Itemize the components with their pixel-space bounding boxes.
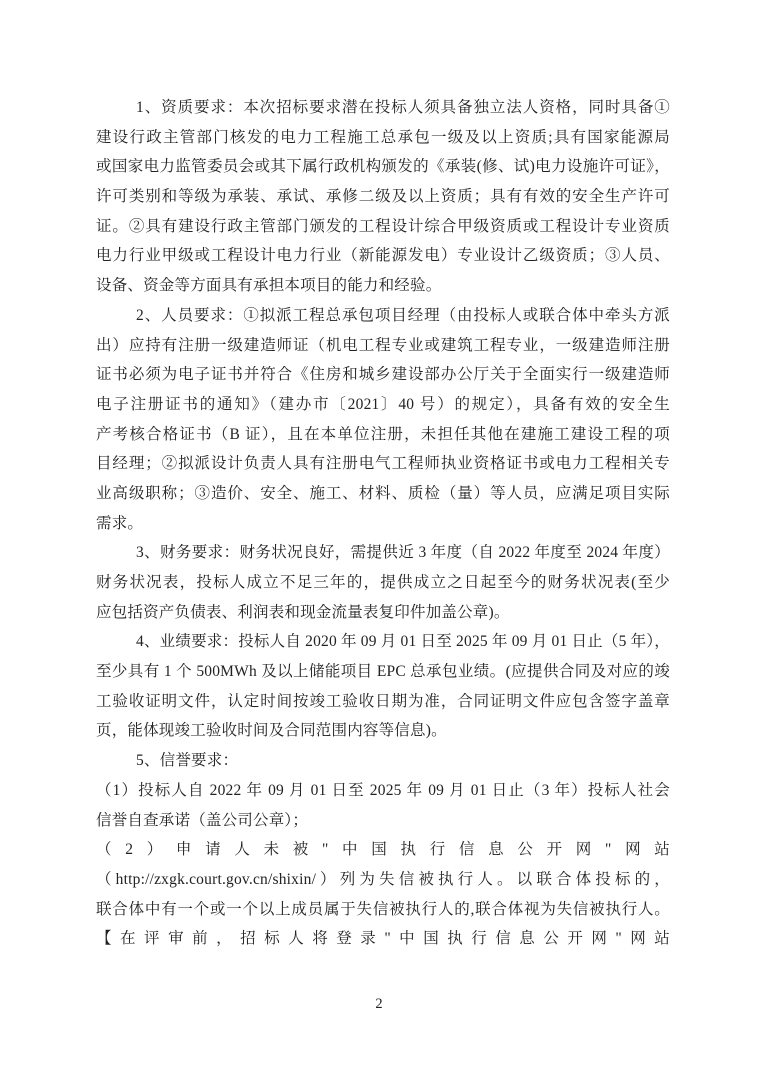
document-body xyxy=(96,93,670,954)
paragraph xyxy=(96,746,670,776)
text-line: 目经理；②拟派设计负责人具有注册电气工程师执业资格证书或电力工程相关专 xyxy=(96,455,670,473)
text-line: 【在评审前，招标人将登录"中国执行信息公开网"网站 xyxy=(96,930,670,948)
text-line: 至少具有 1 个 500MWh 及以上储能项目 EPC 总承包业绩。(应提供合同及对应的竣 xyxy=(96,663,670,681)
text-line: 需求。 xyxy=(96,514,144,532)
text-line: （http://zxgk.court.gov.cn/shixin/）列为失信被执行人。以联合体投标的， xyxy=(96,870,670,888)
text-line: 设备、资金等方面具有承担本项目的能力和经验。 xyxy=(96,277,442,295)
text-line: 业高级职称；③造价、安全、施工、材料、质检（量）等人员，应满足项目实际 xyxy=(96,484,670,502)
text-line: 应包括资产负债表、利润表和现金流量表复印件加盖公章)。 xyxy=(96,603,510,621)
text-line: （1）投标人自 2022 年 09 月 01 日至 2025 年 09 月 01 日止（3 年）投标人社会 xyxy=(96,781,670,799)
page-footer xyxy=(0,996,758,1013)
paragraph xyxy=(96,538,670,627)
text-line: 许可类别和等级为承装、承试、承修二级及以上资质；具有有效的安全生产许可 xyxy=(96,188,670,206)
text-line: 4、业绩要求：投标人自 2020 年 09 月 01 日至 2025 年 09 月 01 日止（5 年）， xyxy=(136,633,670,651)
paragraph xyxy=(96,924,670,954)
paragraph xyxy=(96,301,670,539)
text-line: 联合体中有一个或一个以上成员属于失信被执行人的,联合体视为失信被执行人。 xyxy=(96,900,670,918)
text-line: （2）申请人未被"中国执行信息公开网"网站 xyxy=(96,841,670,859)
text-line: 1、资质要求：本次招标要求潜在投标人须具备独立法人资格，同时具备① xyxy=(136,99,670,116)
paragraph xyxy=(96,627,670,746)
text-line: 工验收证明文件，认定时间按竣工验收日期为准，合同证明文件应包含签字盖章 xyxy=(96,692,670,710)
paragraph xyxy=(96,776,670,835)
text-line: 电力行业甲级或工程设计电力行业（新能源发电）专业设计乙级资质；③人员、 xyxy=(96,247,670,265)
text-line: 页，能体现竣工验收时间及合同范围内容等信息)。 xyxy=(96,722,447,740)
page-number: 2 xyxy=(375,996,383,1012)
text-line: 出）应持有注册一级建造师证（机电工程专业或建筑工程专业，一级建造师注册 xyxy=(96,336,670,354)
text-line: 财务状况表，投标人成立不足三年的，提供成立之日起至今的财务状况表(至少 xyxy=(96,574,670,591)
text-line: 2、人员要求：①拟派工程总承包项目经理（由投标人或联合体中牵头方派 xyxy=(136,306,670,324)
text-line: 3、财务要求：财务状况良好，需提供近 3 年度（自 2022 年度至 2024 年度） xyxy=(136,544,670,562)
paragraph xyxy=(96,835,670,924)
text-line: 证。②具有建设行政主管部门颁发的工程设计综合甲级资质或工程设计专业资质 xyxy=(96,217,670,235)
text-line: 证书必须为电子证书并符合《住房和城乡建设部办公厅关于全面实行一级建造师 xyxy=(96,366,670,384)
text-line: 或国家电力监管委员会或其下属行政机构颁发的《承装(修、试)电力设施许可证》， xyxy=(96,158,670,176)
paragraph xyxy=(96,93,670,301)
text-line: 电子注册证书的通知》（建办市〔2021〕40 号）的规定），具备有效的安全生 xyxy=(96,395,670,413)
text-line: 信誉自查承诺（盖公司公章）； xyxy=(96,811,309,829)
text-line: 建设行政主管部门核发的电力工程施工总承包一级及以上资质;具有国家能源局 xyxy=(96,128,670,146)
text-line: 产考核合格证书（B 证），且在本单位注册，未担任其他在建施工建设工程的项 xyxy=(96,425,670,443)
text-line: 5、信誉要求： xyxy=(136,752,239,770)
